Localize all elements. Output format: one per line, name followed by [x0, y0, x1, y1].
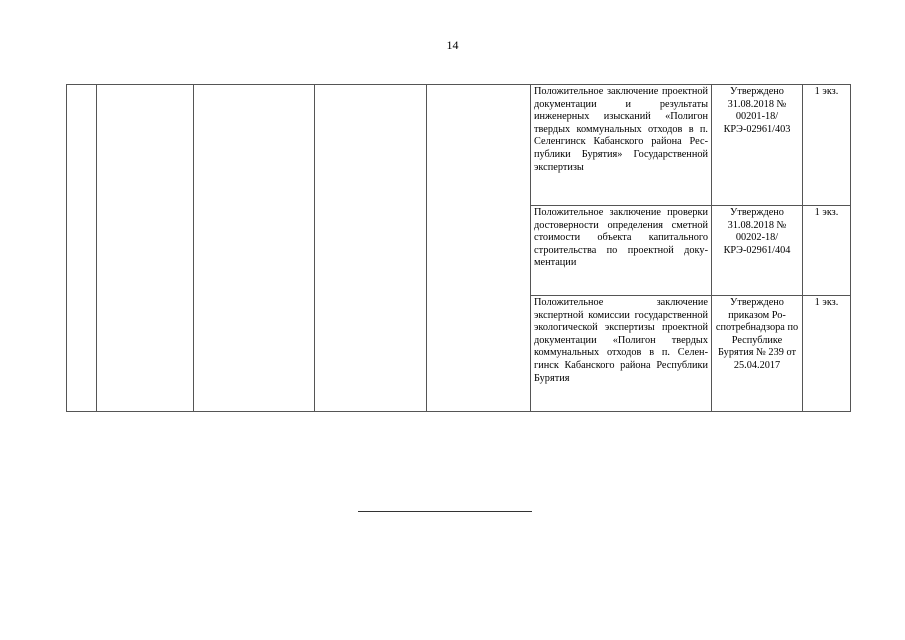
- page-number: 14: [446, 38, 459, 52]
- footer-rule: [358, 511, 532, 512]
- document-copies-count: 1 экз.: [803, 296, 851, 412]
- empty-cell-col2: [97, 85, 194, 412]
- empty-cell-col1: [67, 85, 97, 412]
- documents-table: [66, 84, 851, 412]
- empty-cell-col3: [194, 85, 315, 412]
- document-copies-count: 1 экз.: [803, 85, 851, 206]
- document-copies-count: 1 экз.: [803, 206, 851, 296]
- empty-cell-col4: [315, 85, 427, 412]
- document-approval-status: Утверждено 31.08.2018 № 00202-18/КРЭ-02961/404: [712, 206, 803, 296]
- document-approval-status: Утверждено 31.08.2018 № 00201-18/КРЭ-02961/403: [712, 85, 803, 206]
- document-description: Положительное заключение проверки достоверности определения сметной стоимости объекта капитального строительства по проектной документации: [531, 206, 712, 296]
- document-description: Положительное заключение экспертной комиссии государственной экологической экспертизы проектной документации «Полигон твердых коммунальных отходов в п. Селенгинск Кабанского района Республики Бурятия: [531, 296, 712, 412]
- empty-cell-col5: [427, 85, 531, 412]
- document-description: Положительное заключение проектной документации и результаты инженерных изысканий «Полигон твердых коммунальных отходов в п. Селенгинск Кабанского района Республики Бурятия» Государственной экспертизы: [531, 85, 712, 206]
- document-approval-status: Утверждено приказом Роспотребнадзора по Республике Бурятия № 239 от 25.04.2017: [712, 296, 803, 412]
- table-row: [67, 85, 851, 206]
